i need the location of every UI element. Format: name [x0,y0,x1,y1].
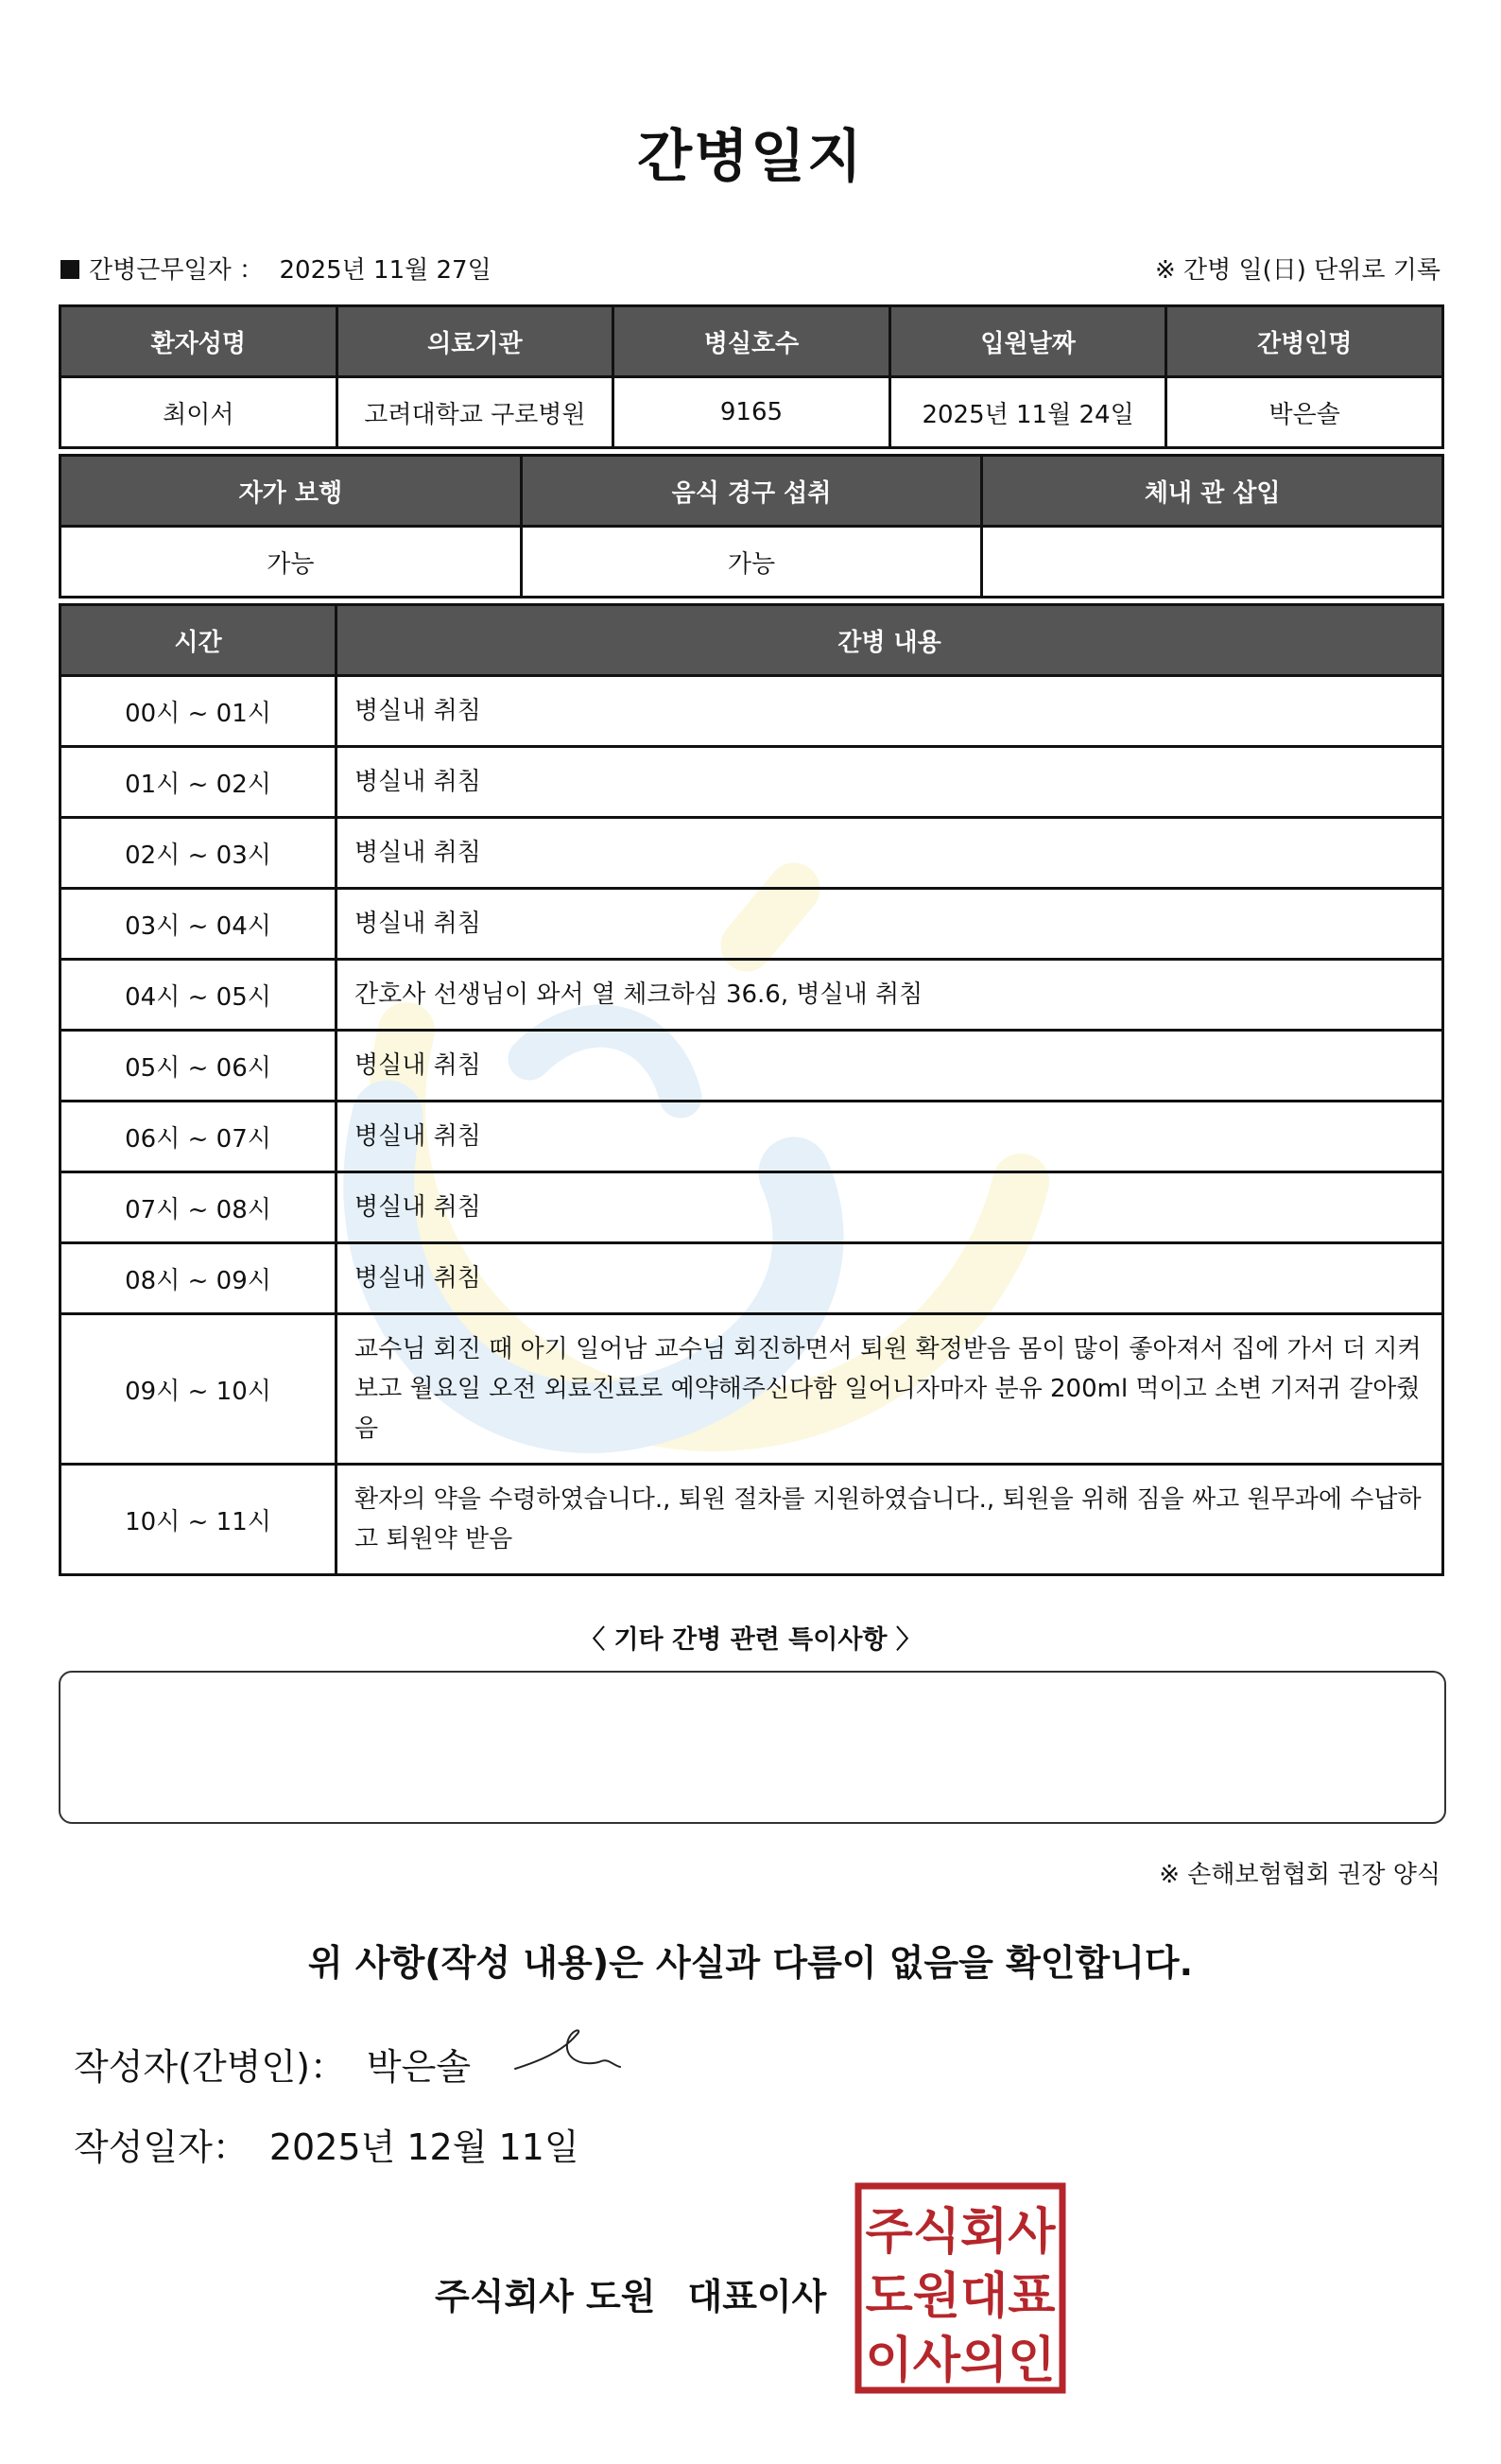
patient-name: 최이서 [60,377,337,448]
work-date [60,251,492,286]
admission-date: 2025년 11월 24일 [889,377,1166,448]
table-row [60,818,1443,889]
square-bullet-icon [60,260,79,279]
form-note: ※ 손해보험협회 권장 양식 [1159,1861,1441,1889]
care-log-table [59,603,1444,1576]
oral-intake-value: 가능 [521,527,982,598]
patient-info-table [59,304,1444,449]
document-title: 간병일지 [637,124,864,190]
date-value: 2025년 12월 11일 [268,2126,579,2168]
log-time: 06시 ~ 07시 [60,1102,336,1172]
header-self-walking: 자가 보행 [60,456,522,527]
company-name: 주식회사 도원 [435,2276,656,2317]
table-row [60,960,1443,1031]
table-row [60,1314,1443,1465]
room-number: 9165 [613,377,890,448]
work-date-label: 간병근무일자 ： [89,256,264,285]
tube-insertion-value [982,527,1443,598]
svg-text:도원대표: 도원대표 [865,2268,1056,2325]
company-line [435,2267,826,2319]
header-caregiver-name: 간병인명 [1166,306,1443,377]
table-row [60,1102,1443,1172]
log-content: 환자의 약을 수령하였습니다., 퇴원 절차를 지원하였습니다., 퇴원을 위해 짐을 싸고 원무과에 수납하고 퇴원약 받음 [336,1465,1443,1575]
author-name: 박은솔 [366,2046,472,2088]
representative-title: 대표이사 [687,2276,827,2317]
author-line [74,2038,471,2090]
log-content: 병실내 취침 [336,1031,1443,1102]
log-content: 간호사 선생님이 와서 열 체크하심 36.6, 병실내 취침 [336,960,1443,1031]
log-time: 07시 ~ 08시 [60,1172,336,1243]
table-row [60,889,1443,960]
table-row [60,527,1443,598]
log-content: 병실내 취침 [336,1243,1443,1314]
header-admission-date: 입원날짜 [889,306,1166,377]
log-time: 10시 ~ 11시 [60,1465,336,1575]
header-care-content: 간병 내용 [336,605,1443,676]
special-notes-title: 〈 기타 간병 관련 특이사항 〉 [579,1625,922,1655]
header-time: 시간 [60,605,336,676]
header-patient-name: 환자성명 [60,306,337,377]
caregiver-name: 박은솔 [1166,377,1443,448]
author-label: 작성자(간병인)： [74,2046,346,2088]
table-row [60,1031,1443,1102]
date-label: 작성일자： [74,2126,249,2168]
log-time: 00시 ~ 01시 [60,676,336,747]
work-date-value: 2025년 11월 27일 [279,256,492,285]
log-content: 병실내 취침 [336,747,1443,818]
table-row [60,377,1443,448]
table-header-row [60,306,1443,377]
signature-icon [510,2023,624,2080]
log-content: 병실내 취침 [336,1102,1443,1172]
table-row [60,1243,1443,1314]
log-content: 병실내 취침 [336,818,1443,889]
log-content: 교수님 회진 때 아기 일어남 교수님 회진하면서 퇴원 확정받음 몸이 많이 좋아져서 집에 가서 더 지켜보고 월요일 오전 외료진료로 예약해주신다함 일어니자마자 분유 200ml 먹이고 소변 기저귀 갈아줬음 [336,1314,1443,1465]
header-room-number: 병실호수 [613,306,890,377]
table-row [60,1465,1443,1575]
table-header-row [60,605,1443,676]
table-row [60,747,1443,818]
special-notes-box [59,1671,1446,1824]
header-oral-intake: 음식 경구 섭취 [521,456,982,527]
confirmation-statement: 위 사항(작성 내용)은 사실과 다름이 없음을 확인합니다. [307,1942,1194,1984]
table-row [60,1172,1443,1243]
log-time: 09시 ~ 10시 [60,1314,336,1465]
log-time: 01시 ~ 02시 [60,747,336,818]
company-seal-icon [854,2182,1066,2394]
svg-text:이사의인: 이사의인 [865,2333,1056,2389]
date-line [74,2118,579,2170]
patient-status-table [59,454,1444,599]
log-content: 병실내 취침 [336,1172,1443,1243]
log-time: 08시 ~ 09시 [60,1243,336,1314]
log-time: 02시 ~ 03시 [60,818,336,889]
self-walking-value: 가능 [60,527,522,598]
log-time: 03시 ~ 04시 [60,889,336,960]
log-time: 04시 ~ 05시 [60,960,336,1031]
log-content: 병실내 취침 [336,676,1443,747]
header-hospital: 의료기관 [336,306,613,377]
table-header-row [60,456,1443,527]
log-time: 05시 ~ 06시 [60,1031,336,1102]
hospital: 고려대학교 구로병원 [336,377,613,448]
svg-text:주식회사: 주식회사 [865,2204,1056,2261]
header-tube-insertion: 체내 관 삽입 [982,456,1443,527]
unit-note: ※ 간병 일(日) 단위로 기록 [1154,256,1441,285]
log-content: 병실내 취침 [336,889,1443,960]
table-row [60,676,1443,747]
